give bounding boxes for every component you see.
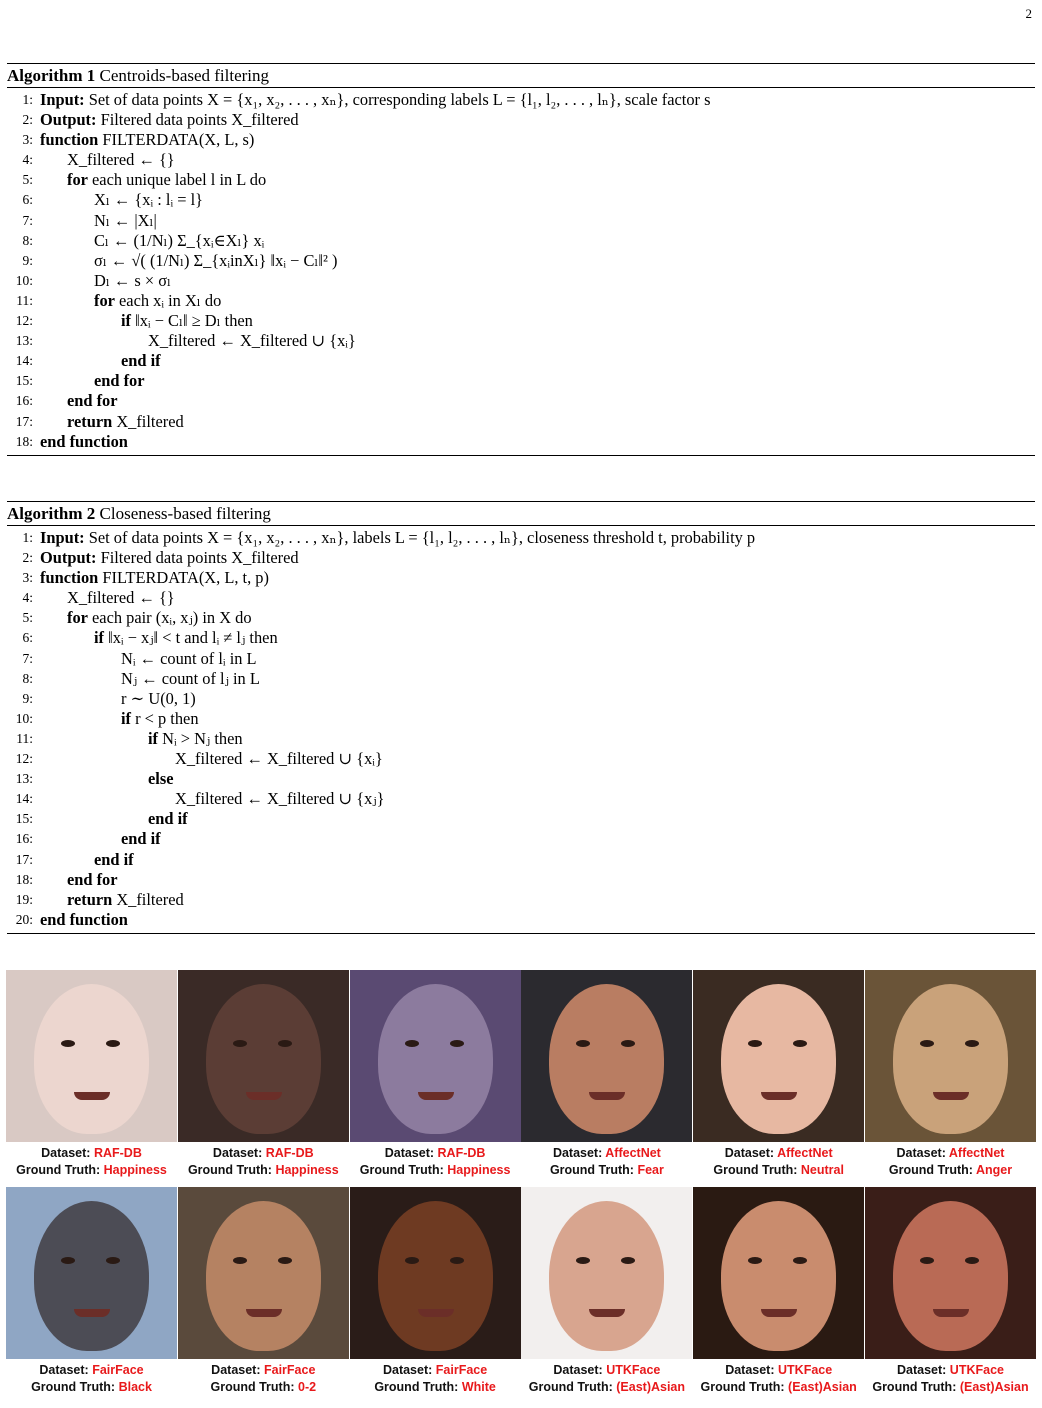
face-image (178, 970, 349, 1142)
code-text: X_filtered ← X_filtered ∪ {xⱼ} (175, 789, 385, 809)
line-number: 20: (15, 911, 33, 927)
code-text: X_filtered ← {} (67, 150, 175, 170)
dataset-value: FairFace (92, 1363, 144, 1377)
keyword: function (40, 130, 99, 150)
ground-truth-caption (178, 1379, 349, 1396)
algorithm-line (7, 910, 1035, 930)
face-image (865, 1187, 1036, 1359)
line-number: 6: (22, 630, 33, 646)
keyword: Input: (40, 90, 85, 109)
keyword: if (121, 708, 132, 728)
line-number: 2: (22, 550, 33, 566)
face-image (6, 970, 177, 1142)
code-text: Nₗ ← |Xₗ| (94, 210, 157, 230)
ground-truth-value: (East)Asian (616, 1380, 686, 1394)
face-sample (6, 970, 177, 1179)
keyword: Input: (40, 528, 85, 547)
face-image (178, 1187, 349, 1359)
ground-truth-caption (521, 1162, 692, 1179)
dataset-caption (6, 1362, 177, 1379)
ground-truth-value: Anger (975, 1163, 1013, 1177)
algorithm-line (7, 311, 1035, 331)
line-number: 9: (22, 252, 33, 268)
line-number: 1: (22, 530, 33, 545)
ground-truth-label: Ground Truth: (700, 1380, 785, 1394)
line-number: 15: (15, 811, 33, 827)
ground-truth-caption (693, 1162, 864, 1179)
dataset-value: RAF-DB (437, 1146, 486, 1160)
dataset-label: Dataset: (384, 1146, 435, 1160)
ground-truth-value: Happiness (103, 1163, 167, 1177)
face-examples (6, 970, 1036, 1396)
dataset-label: Dataset: (382, 1363, 433, 1377)
keyword: function (40, 568, 99, 588)
algorithm-line (7, 789, 1035, 809)
face-sample (350, 1187, 521, 1396)
line-number: 5: (22, 610, 33, 626)
algorithm-line (7, 170, 1035, 190)
algorithm-line (7, 371, 1035, 391)
dataset-value: AffectNet (777, 1146, 833, 1160)
code-text: each unique label l in L do (87, 170, 267, 190)
ground-truth-label: Ground Truth: (888, 1163, 973, 1177)
ground-truth-label: Ground Truth: (374, 1380, 459, 1394)
dataset-value: UTKFace (778, 1363, 833, 1377)
ground-truth-caption (178, 1162, 349, 1179)
algorithm-number: Algorithm 1 (7, 66, 96, 85)
ground-truth-label: Ground Truth: (359, 1163, 444, 1177)
face-sample (350, 970, 521, 1179)
line-number: 16: (15, 393, 33, 409)
algorithm-line (7, 568, 1035, 588)
line-number: 9: (22, 690, 33, 706)
face-image (865, 970, 1036, 1142)
ground-truth-value: White (461, 1380, 496, 1394)
code-text: X_filtered (112, 411, 184, 431)
ground-truth-caption (693, 1379, 864, 1396)
line-number: 18: (15, 433, 33, 449)
line-number: 6: (22, 192, 33, 208)
dataset-value: RAF-DB (93, 1146, 142, 1160)
dataset-label: Dataset: (552, 1146, 603, 1160)
algorithm-line (7, 689, 1035, 709)
algorithm-line (7, 749, 1035, 769)
algorithm-line (7, 391, 1035, 411)
algorithm-line (7, 432, 1035, 452)
dataset-caption (521, 1362, 692, 1379)
face-sample (178, 1187, 349, 1396)
ground-truth-caption (350, 1162, 521, 1179)
ground-truth-value: Black (118, 1380, 152, 1394)
keyword: if (148, 728, 159, 748)
code-text: FILTERDATA(X, L, t, p) (98, 568, 269, 588)
algorithm-title: Closeness-based filtering (99, 504, 271, 523)
keyword: if (121, 311, 132, 331)
line-number: 11: (16, 730, 33, 746)
line-number: 8: (22, 232, 33, 248)
code-text: r ∼ U(0, 1) (121, 688, 196, 708)
line-number: 18: (15, 871, 33, 887)
algorithm-title: Centroids-based filtering (99, 66, 270, 85)
face-image (350, 1187, 521, 1359)
line-number: 11: (16, 292, 33, 308)
line-number: 14: (15, 791, 33, 807)
dataset-value: FairFace (263, 1363, 316, 1377)
face-sample (693, 1187, 864, 1396)
code-text: r < p then (131, 708, 199, 728)
dataset-caption (693, 1145, 864, 1162)
keyword: end for (67, 391, 118, 411)
line-number: 4: (22, 590, 33, 606)
face-sample (521, 1187, 692, 1396)
line-number: 12: (15, 751, 33, 767)
dataset-value: FairFace (435, 1363, 488, 1377)
algorithm-line (7, 608, 1035, 628)
keyword: end for (94, 371, 145, 391)
dataset-caption (350, 1145, 521, 1162)
ground-truth-value: Happiness (275, 1163, 339, 1177)
face-sample (521, 970, 692, 1179)
face-row-2 (6, 1187, 1036, 1396)
face-sample (865, 970, 1036, 1179)
face-sample (693, 970, 864, 1179)
ground-truth-caption (521, 1379, 692, 1396)
keyword: end function (40, 909, 128, 929)
code-text: X_filtered ← {} (67, 588, 175, 608)
ground-truth-value: 0-2 (298, 1380, 317, 1394)
ground-truth-label: Ground Truth: (16, 1163, 101, 1177)
algorithm-line (7, 588, 1035, 608)
line-number: 19: (15, 891, 33, 907)
keyword: end if (148, 809, 188, 829)
dataset-caption (693, 1362, 864, 1379)
line-number: 12: (15, 313, 33, 329)
algorithm-1 (7, 63, 1035, 456)
code-text: Nᵢ ← count of lᵢ in L (121, 648, 257, 668)
dataset-caption (350, 1362, 521, 1379)
dataset-label: Dataset: (896, 1146, 946, 1160)
code-text: ‖xᵢ − Cₗ‖ ≥ Dₗ then (131, 311, 253, 331)
line-number: 3: (22, 132, 33, 148)
algorithm-line (7, 890, 1035, 910)
line-number: 4: (22, 152, 33, 168)
dataset-caption (178, 1145, 349, 1162)
dataset-label: Dataset: (725, 1363, 775, 1377)
line-number: 10: (15, 710, 33, 726)
code-text: Filtered data points X_filtered (96, 548, 299, 568)
code-text: Nⱼ ← count of lⱼ in L (121, 668, 260, 688)
algorithm-line (7, 291, 1035, 311)
algorithm-line (7, 528, 1035, 548)
dataset-caption (865, 1145, 1036, 1162)
face-sample (865, 1187, 1036, 1396)
ground-truth-caption (865, 1379, 1036, 1396)
algorithm-line (7, 351, 1035, 371)
dataset-label: Dataset: (41, 1146, 91, 1160)
ground-truth-label: Ground Truth: (872, 1380, 957, 1394)
algorithm-line (7, 769, 1035, 789)
keyword: Output: (40, 548, 97, 568)
code-text: X_filtered ← X_filtered ∪ {xᵢ} (148, 331, 356, 351)
dataset-value: UTKFace (606, 1363, 661, 1377)
line-number: 2: (22, 112, 33, 128)
algorithm-caption (7, 502, 1035, 525)
code-text: each pair (xᵢ, xⱼ) in X do (87, 608, 252, 628)
keyword: return (67, 411, 113, 431)
face-sample (6, 1187, 177, 1396)
line-number: 15: (15, 373, 33, 389)
code-text: ‖xᵢ − xⱼ‖ < t and lᵢ ≠ lⱼ then (104, 628, 278, 648)
line-number: 17: (15, 413, 33, 429)
ground-truth-value: (East)Asian (959, 1380, 1029, 1394)
code-text: Set of data points X = {x₁, x₂, . . . , xₙ}, corresponding labels L = {l₁, l₂, . . . , lₙ}, scale factor s (84, 90, 711, 109)
line-number: 5: (22, 172, 33, 188)
ground-truth-label: Ground Truth: (713, 1163, 798, 1177)
face-image (693, 1187, 864, 1359)
algorithm-line (7, 850, 1035, 870)
page-number: 2 (1025, 6, 1032, 21)
ground-truth-label: Ground Truth: (31, 1380, 116, 1394)
code-text: Dₗ ← s × σₗ (94, 270, 172, 290)
algorithm-line (7, 669, 1035, 689)
line-number: 7: (22, 212, 33, 228)
ground-truth-value: (East)Asian (788, 1380, 857, 1394)
algorithm-2 (7, 501, 1035, 934)
algorithm-line (7, 251, 1035, 271)
dataset-label: Dataset: (724, 1146, 775, 1160)
line-number: 14: (15, 353, 33, 369)
line-number: 1: (22, 92, 33, 107)
ground-truth-value: Happiness (447, 1163, 511, 1177)
dataset-label: Dataset: (212, 1146, 263, 1160)
dataset-caption (865, 1362, 1036, 1379)
algorithm-line (7, 110, 1035, 130)
ground-truth-label: Ground Truth: (210, 1380, 295, 1394)
algorithm-line (7, 271, 1035, 291)
algorithm-line (7, 211, 1035, 231)
ground-truth-caption (6, 1162, 177, 1179)
dataset-value: AffectNet (948, 1146, 1005, 1160)
dataset-label: Dataset: (39, 1363, 89, 1377)
line-number: 13: (15, 771, 33, 787)
ground-truth-caption (6, 1379, 177, 1396)
ground-truth-caption (865, 1162, 1036, 1179)
line-number: 3: (22, 570, 33, 586)
ground-truth-label: Ground Truth: (549, 1163, 634, 1177)
keyword: end if (121, 829, 161, 849)
dataset-value: AffectNet (605, 1146, 661, 1160)
code-text: Nᵢ > Nⱼ then (158, 728, 243, 748)
code-text: Cₗ ← (1/Nₗ) Σ_{xᵢ∈Xₗ} xᵢ (94, 230, 265, 250)
algorithm-line (7, 548, 1035, 568)
line-number: 13: (15, 333, 33, 349)
keyword: for (67, 170, 88, 190)
keyword: Output: (40, 110, 97, 130)
ground-truth-value: Fear (637, 1163, 664, 1177)
keyword: for (67, 608, 88, 628)
keyword: end if (121, 351, 161, 371)
code-text: Xₗ ← {xᵢ : lᵢ = l} (94, 190, 203, 210)
face-image (693, 970, 864, 1142)
dataset-caption (6, 1145, 177, 1162)
dataset-label: Dataset: (553, 1363, 603, 1377)
dataset-label: Dataset: (211, 1363, 261, 1377)
ground-truth-value: Neutral (800, 1163, 844, 1177)
keyword: return (67, 889, 113, 909)
dataset-label: Dataset: (896, 1363, 947, 1377)
code-text: X_filtered ← X_filtered ∪ {xᵢ} (175, 749, 383, 769)
code-text: FILTERDATA(X, L, s) (98, 130, 255, 150)
ground-truth-label: Ground Truth: (528, 1380, 613, 1394)
keyword: if (94, 628, 105, 648)
keyword: end function (40, 431, 128, 451)
algorithm-line (7, 628, 1035, 648)
face-row-1 (6, 970, 1036, 1179)
algorithm-line (7, 331, 1035, 351)
algorithm-line (7, 870, 1035, 890)
dataset-value: RAF-DB (265, 1146, 314, 1160)
face-image (350, 970, 521, 1142)
algorithm-line (7, 412, 1035, 432)
code-text: X_filtered (112, 889, 184, 909)
algorithm-line (7, 809, 1035, 829)
algorithm-line (7, 829, 1035, 849)
ground-truth-label: Ground Truth: (187, 1163, 272, 1177)
face-image (6, 1187, 177, 1359)
keyword: end for (67, 869, 118, 889)
line-number: 16: (15, 831, 33, 847)
code-text: Set of data points X = {x₁, x₂, . . . , xₙ}, labels L = {l₁, l₂, . . . , lₙ}, closeness threshold t, probability p (84, 528, 756, 547)
face-image (521, 1187, 692, 1359)
code-text: σₗ ← √( (1/Nₗ) Σ_{xᵢinXₗ} ‖xᵢ − Cₗ‖² ) (94, 250, 338, 270)
algorithm-line (7, 130, 1035, 150)
algorithm-line (7, 190, 1035, 210)
algorithm-line (7, 709, 1035, 729)
algorithm-line (7, 649, 1035, 669)
dataset-caption (521, 1145, 692, 1162)
ground-truth-caption (350, 1379, 521, 1396)
algorithm-number: Algorithm 2 (7, 504, 96, 523)
dataset-value: UTKFace (949, 1363, 1004, 1377)
algorithm-line (7, 231, 1035, 251)
code-text: each xᵢ in Xₗ do (114, 290, 222, 310)
dataset-caption (178, 1362, 349, 1379)
algorithm-line (7, 150, 1035, 170)
algorithm-line (7, 729, 1035, 749)
face-image (521, 970, 692, 1142)
keyword: end if (94, 849, 134, 869)
line-number: 10: (15, 272, 33, 288)
line-number: 7: (22, 650, 33, 666)
algorithm-line (7, 90, 1035, 110)
line-number: 17: (15, 851, 33, 867)
algorithm-caption (7, 64, 1035, 87)
keyword: else (148, 769, 174, 789)
code-text: Filtered data points X_filtered (96, 110, 299, 130)
line-number: 8: (22, 670, 33, 686)
face-sample (178, 970, 349, 1179)
keyword: for (94, 290, 115, 310)
